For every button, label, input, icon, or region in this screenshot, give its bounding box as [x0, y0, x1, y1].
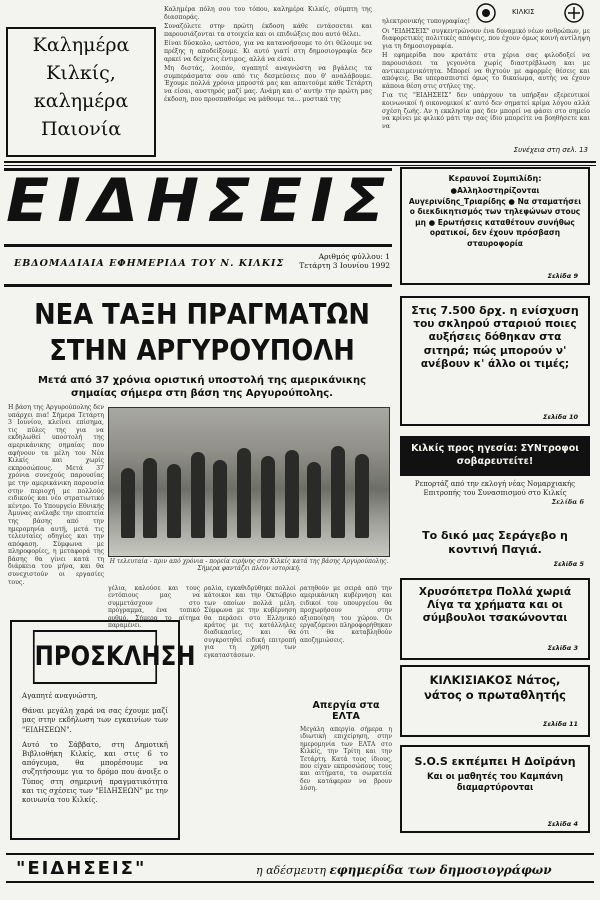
photo-figure	[237, 448, 251, 538]
sidebar-title: ΚΙΛΚΙΣΙΑΚΟΣ Νάτος, νάτος ο πρωταθλητής	[424, 673, 566, 702]
sidebar-item-chrysopetra	[400, 578, 590, 660]
sidebar-title: Το δικό μας Σεράγεβο η κοντινή Παγιά.	[422, 529, 568, 556]
sidebar-item-kilkisiakos	[400, 665, 590, 737]
lead-subhead: Μετά από 37 χρόνια οριστική υποστολή της αμερικάνικης σημαίας σήμερα στη βάση της Αργυρούπολης.	[37, 375, 367, 399]
page-ref: Σελίδα 9	[547, 272, 578, 280]
masthead	[6, 166, 394, 236]
invitation-greeting: Αγαπητέ αναγνώστη,	[22, 692, 98, 700]
body-column: ραλία, εγκαθιδρύθηκε πολλοί κάτοικοι και την Οκτώβριο των οποίων πολλά μέλη. Σύμφωνα με την κυβέρνηση θα περάσει στο Ελληνικό κράτος με τις κατάλληλες διαδικασίες, και θα συγκροτηθεί ειδική επιτροπή για τη χρήση των εγκαταστάσεων.	[204, 585, 296, 659]
issue-info	[278, 252, 390, 270]
invitation-title: ΠΡΟΣΚΛΗΣΗ	[33, 630, 157, 684]
photo-figure	[331, 446, 345, 538]
logo-text: ΚΙΛΚΙΣ	[512, 8, 535, 16]
paragraph: Συναζόλετε στην πρώτη έκδοση κάθε εντάσσεται και παρουσιάζονται τα στοιχεία και οι επιδιώξεις που αυτό θέλει.	[164, 23, 372, 38]
paragraph: Είναι δύσκολο, ωστόσο, για να κατανοήσουμε το ότι θέλουμε να πρέξης η αποδείξουμε. Κι αυτό γιατί στη δημοσιογραφία δεν αρκεί να δείχνεις έντιμος, αλλά να είσαι.	[164, 40, 372, 63]
sidebar-title: S.O.S εκπέμπει Η Δοϊράνη	[414, 755, 576, 768]
editorial-column-1	[164, 6, 372, 105]
strike-text: Μεγάλη απεργία σήμερα η ιδιωτική επιχείρηση, στην ημερομηνία των ΕΛΤΑ στο Κιλκίς, την Τρίτη και την Τετάρτη. Κατά τους ίδιους, που είχαν εκπροσώπους τους και αιτήματα, τα σωματεία δεν κατάφεραν να βρουν λύση.	[300, 726, 392, 793]
paragraph: Για τις "ΕΙΔΗΣΕΙΣ" δεν υπάρχουν τα υπήρξαν εξερευτικοί κοινωνικοί ή οικονομικοί κ' αυτό δεν σηματεί κρίμα λόγου αλλά σχέση ζωής. Αν η εκκλησία μας δεν μπορεί να φάσει στο σημείο να κρίνει με φιλικό μάτι την σας ίδιο μπορείτε να βοηθήσετε και να	[382, 92, 590, 130]
editorial-column-2	[382, 18, 590, 132]
issue-number: Αριθμός φύλλου: 1	[318, 252, 390, 261]
paragraph: Οι "ΕΙΔΗΣΕΙΣ" συγκεντρώνουν ένα δυναμικό νέων ανθρώπων, με διαφορετικές πολιτικές απόψεις, που έχουν όμως κοινή αντίληψη για τη δημοσιογραφία.	[382, 27, 590, 50]
invitation-text	[12, 684, 178, 813]
photo-figure	[121, 468, 135, 538]
sidebar-item-sarajevo	[400, 527, 590, 575]
body-column: ρατηθούν με σειρά από την αμερικάνικη κυβέρνηση και ειδικοί του υπουργείου θα προχωρήσουν στην αξιοποίηση του χώρου. Οι εργαζόμενοι πληροφορήθηκαν ότι θα καταβληθούν αποζημιώσεις.	[300, 585, 392, 644]
divider	[4, 161, 596, 163]
greeting-line: Κιλκίς,	[46, 62, 116, 84]
paragraph: ηλεκτρονικής τυπογραφίας!	[382, 18, 471, 25]
sidebar-body: ●Αλληλοστηρίζονται Αυγερινίδης_Τριαρίδης ● Να σταματήσει ο διεκδικητισμός των τηλεφώνων στους μη ● Ερωτήσεις καταθέτουν συνήθως ορατικοί, δεν έχουν πρόσβαση σταυροφορία	[408, 186, 582, 248]
page-ref: Σελίδα 5	[553, 560, 584, 568]
page-ref: Σελίδα 10	[543, 413, 578, 421]
sidebar-body: του σκληρού σταριού ποιες αυξήσεις δόθηκαν στα σιτηρά; πώς μπορούν ν' ανέβουν κ' άλλο οι τιμές;	[413, 317, 577, 370]
editorial-text	[164, 6, 592, 158]
sidebar-item-syn-body	[400, 480, 590, 520]
invitation-box	[10, 620, 196, 840]
sidebar-title: Χρυσόπετρα Πολλά χωριά Λίγα τα χρήματα και οι σύμβουλοι τσακώνονται	[418, 586, 572, 624]
headline-line: ΣΤΗΝ ΑΡΓΥΡΟΥΠΟΛΗ	[49, 334, 355, 367]
masthead-title: ΕΙΔΗΣΕΙΣ	[6, 166, 394, 236]
footer-tagline	[256, 863, 552, 877]
strike-title: Απεργία στα ΕΛΤΑ	[312, 700, 380, 722]
headline-line: ΝΕΑ ΤΑΞΗ ΠΡΑΓΜΑΤΩΝ	[34, 298, 370, 331]
photo-figure	[191, 452, 205, 538]
photo-figure	[307, 462, 321, 538]
photo-figure	[261, 456, 275, 538]
sidebar-body: Και οι μαθητές του Καμπάνη διαμαρτύρονται	[427, 772, 563, 793]
greeting-line: καλημέρα	[33, 90, 129, 112]
paragraph: Αυτό το Σάββατο, στη Δημοτική Βιβλιοθήκη Κιλκίς, και στις 6 το απόγευμα, θα μπορέσουμε να συζητήσουμε για το δρόμο που άνοιξε ο Τύπος στη σημερινή πραγματικότητα και τις σχέσεις των "ΕΙΔΗΣΕΩΝ" με την κοινωνία του Κιλκίς.	[22, 740, 168, 805]
march-photo	[108, 407, 390, 557]
issue-date: Τετάρτη 3 Ιουνίου 1992	[299, 261, 390, 270]
tagline-emphasis: εφημερίδα των δημοσιογράφων	[329, 863, 552, 877]
photo-figure	[167, 464, 181, 538]
paragraph: Καλημέρα πόλη σου του τόπου, καλημέρα Κιλκίς, σύμπτη της διασποράς.	[164, 6, 372, 21]
photo-caption: Η τελευταία - πριν από χρόνια - πορεία ειρήνης στο Κιλκίς κατά της βάσης Αργυρούπολης. Σήμερα φαντάζει πλέον ιστορική.	[109, 558, 389, 572]
page-ref: Σελίδα 4	[547, 820, 578, 828]
footer-banner	[6, 853, 594, 883]
greeting-box	[6, 27, 156, 157]
greeting-line: Παιονία	[40, 118, 122, 140]
sidebar-item-syn: Κιλκίς προς ηγεσία: ΣΥΝτροφοι σοβαρευτείτε!	[400, 436, 590, 476]
photo-figure	[143, 458, 157, 538]
greeting-line: Καλημέρα	[32, 34, 130, 56]
sidebar-item-doirani	[400, 745, 590, 833]
lead-intro: Η βάση της Αργυρούπολης δεν υπάρχει πια! Σήμερα Τετάρτη 3 Ιουνίου, κλείνει επίσημα, τις πύλες της για να εκδηλωθεί υποστολή της αμερικάνικης σημαίας που αφήνουν τα μέλη του Νέα Κιλκίς και χωρίς εκπροσώπους. Μετά 37 χρόνια συνεχούς παρουσίας με την αμερικάνικη παρουσία στην περιοχή με πολλούς ειδικούς και νέο στρατιωτικό κέντρο. Το Υπουργείο Εθνικής Άμυνας ανέλαβε την εποπτεία της βάσης από την ημερομηνία αυτή, μετά τις τελευταίες οδηγίες και την απόφαση. Σύμφωνα με πληροφορίες, η μεταφορά της βάσης θα γίνει κατά τη διάρκεια του μήνα, και θα συνεχιστούν οι εργασίες τους.	[8, 404, 104, 586]
continue-ref: Συνέχεια στη σελ. 13	[513, 146, 588, 154]
photo-figure	[355, 454, 369, 538]
divider	[4, 244, 392, 247]
paragraph: Η εφημερίδα που κρατάτε στα χέρια σας φιλοδοξεί να παρουσιάσει τα γεγονότα χωρίς διαστρέβλωση και με αντικειμενικότητα. Μπορεί να θιχτούν με αφορμές θέσεις και απόψεις. Βα υπερασπιστεί όμως το δικαίωμα, αυτής να έχουν κάποια θέση στις στήλες της.	[382, 52, 590, 90]
sidebar-item-wheat	[400, 296, 590, 426]
sidebar-title: Κεραυνοί Συμπιλίδη:	[448, 174, 542, 183]
page-ref: Σελίδα 3	[547, 644, 578, 652]
paragraph: Μη διστάς, λοιπόν, αγαπητέ αναγνώστη να βγάλεις τα συμπεράσματα σου από τις δεσμεύσεις που θ' αναλάβουμε. Έχουμε πολλά χρόνια μπροστά μας και απαιτούμε κάθε Τετάρτη να είσαι, αυστηρός μαζί μας. Ανάμη και σ' αυτήν την πρώτη μας έκδοση, που προσπαθούμε να μάθουμε τα... μυστικά της	[164, 65, 372, 103]
sidebar-title: Στις 7.500 δρχ. η ενίσχυση	[411, 304, 579, 317]
photo-figure	[213, 460, 227, 538]
sidebar-body: Ρεπορτάζ από την εκλογή νέας Νομαρχιακής Επιτροπής του Συνασπισμού στο Κιλκίς	[414, 480, 576, 497]
page-ref: Σελίδα 6	[551, 498, 584, 506]
paragraph: Θάναι μεγάλη χαρά να σας έχουμε μαζί μας στην εκδήλωση των εγκαινίων των "ΕΙΔΗΣΕΩΝ".	[22, 707, 168, 734]
tagline-prefix: η αδέσμευτη	[256, 864, 326, 877]
divider	[4, 284, 392, 287]
footer-name: "ΕΙΔΗΣΕΙΣ"	[16, 858, 147, 879]
lead-headline	[24, 297, 381, 369]
masthead-subtitle: ΕΒΔΟΜΑΔΙΑΙΑ ΕΦΗΜΕΡΙΔΑ ΤΟΥ Ν. ΚΙΛΚΙΣ	[14, 258, 285, 269]
body-column: γέλια, καλούσε και τους εντόπιους μας να συμμετάσχουν στο πρόγραμμα, ένα τοπικό ρυθμό. Σήμερα το αίτημα παραμένει.	[108, 585, 200, 630]
page-ref: Σελίδα 11	[543, 720, 578, 728]
photo-figure	[285, 450, 299, 538]
sidebar-item-kerayno	[400, 167, 590, 285]
